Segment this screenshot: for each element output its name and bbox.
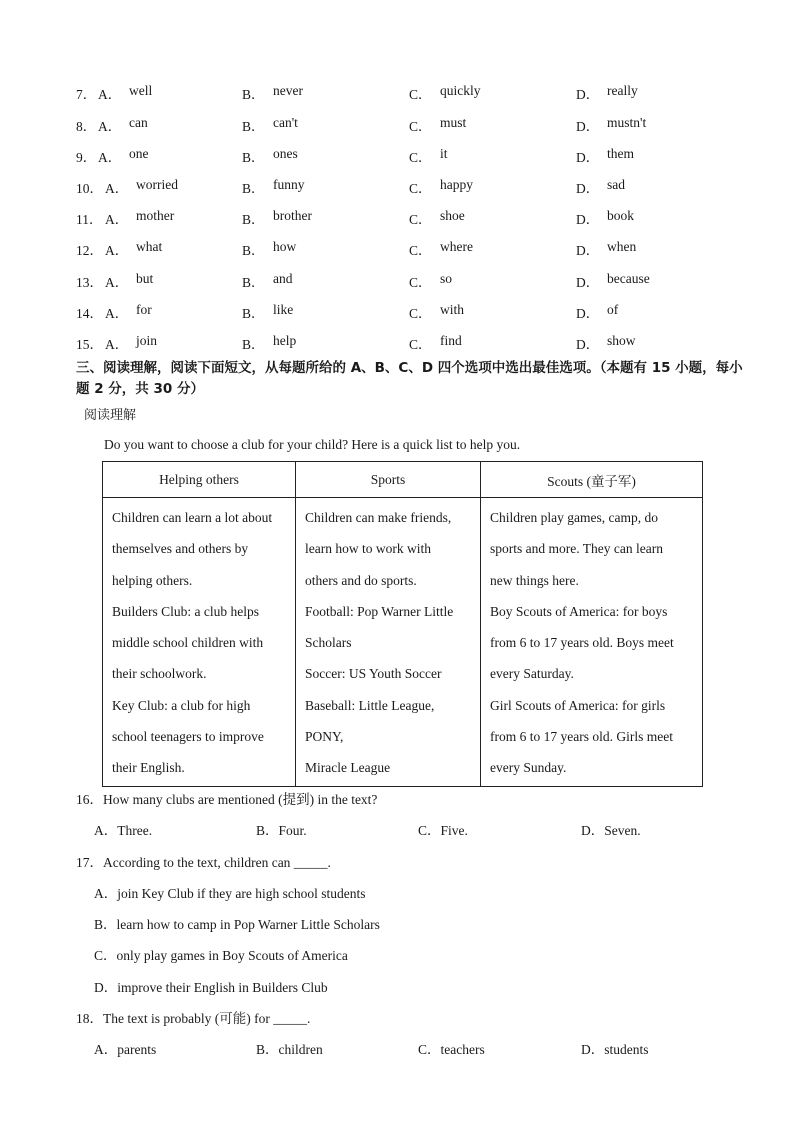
choice-row-8: [76, 115, 716, 135]
question-number: 12．: [76, 243, 103, 258]
choice-row-15: [76, 333, 716, 353]
option-c: C． happy: [409, 177, 473, 196]
question-number: 11．: [76, 212, 103, 227]
option-c: C． so: [409, 271, 453, 290]
q17-option-a: A．join Key Club if they are high school students: [94, 886, 366, 901]
question-number: 7．: [76, 87, 97, 102]
cell-line: Scholars: [305, 635, 352, 651]
q17-option-b: B．learn how to camp in Pop Warner Little Scholars: [94, 917, 380, 932]
cell-sports: [296, 498, 481, 787]
column-header-scouts: Scouts (童子军): [481, 462, 703, 498]
cell-line: helping others.: [112, 572, 193, 588]
option-d: D． them: [576, 146, 634, 165]
option-d: D． show: [576, 333, 636, 352]
cell-line: school teenagers to improve: [112, 729, 264, 745]
cell-line: Key Club: a club for high: [112, 697, 251, 713]
cell-line: from 6 to 17 years old. Boys meet: [490, 635, 674, 651]
option-a: A． what: [105, 239, 163, 258]
cell-line: Builders Club: a club helps: [112, 603, 259, 619]
cell-line: every Sunday.: [490, 760, 567, 776]
option-a: A． worried: [105, 177, 178, 196]
section-title: 三、阅读理解，阅读下面短文，从每题所给的 A、B、C、D 四个选项中选出最佳选项。（本题有 15 小题，每小题 2 分，共 30 分）: [76, 360, 743, 397]
q18-option-b: B．children: [256, 1042, 323, 1057]
column-header-sports: Sports: [296, 462, 481, 498]
question-number: 13．: [76, 275, 103, 290]
passage-intro: Do you want to choose a club for your child? Here is a quick list to help you.: [104, 437, 521, 452]
option-c: C． quickly: [409, 83, 481, 102]
option-b: B． how: [242, 239, 297, 258]
option-b: B． ones: [242, 146, 298, 165]
option-b: B． help: [242, 333, 297, 352]
option-a: A． for: [105, 302, 152, 321]
cell-line: themselves and others by: [112, 541, 249, 557]
cell-line: sports and more. They can learn: [490, 541, 663, 557]
column-header-helping-others: Helping others: [103, 462, 296, 498]
option-d: D． mustn't: [576, 115, 647, 134]
cell-line: Miracle League: [305, 760, 391, 776]
question-17: 17．According to the text, children can _____.: [76, 855, 331, 870]
cell-line: their English.: [112, 760, 185, 776]
table-row: [103, 498, 703, 787]
option-d: D． because: [576, 271, 650, 290]
section-subhead: 阅读理解: [84, 408, 137, 423]
clubs-table: [102, 461, 703, 787]
option-b: B． brother: [242, 208, 312, 227]
cell-line: PONY,: [305, 729, 344, 745]
q18-option-c: C．teachers: [418, 1042, 485, 1057]
q18-option-d: D．students: [581, 1042, 649, 1057]
question-number: 9．: [76, 150, 97, 165]
q16-option-b: B．Four.: [256, 823, 307, 838]
option-c: C． it: [409, 146, 448, 165]
option-c: C． where: [409, 239, 473, 258]
option-d: D． book: [576, 208, 634, 227]
cell-line: Children can make friends,: [305, 510, 452, 525]
option-d: D． when: [576, 239, 637, 258]
cell-line: Children can learn a lot about: [112, 510, 273, 525]
question-number: 8．: [76, 119, 97, 134]
option-b: B． like: [242, 302, 294, 321]
q17-option-d: D．improve their English in Builders Club: [94, 980, 328, 995]
cell-line: Baseball: Little League,: [305, 697, 435, 713]
q16-option-a: A．Three.: [94, 823, 153, 838]
option-c: C． find: [409, 333, 462, 352]
q16-option-c: C．Five.: [418, 823, 468, 838]
option-a: A． join: [105, 333, 158, 352]
cell-line: Soccer: US Youth Soccer: [305, 666, 442, 682]
cell-line: others and do sports.: [305, 572, 417, 588]
choice-row-11: [76, 208, 716, 228]
q18-option-a: A．parents: [94, 1042, 157, 1057]
option-b: B． never: [242, 83, 303, 102]
question-number: 15．: [76, 337, 103, 352]
option-a: A． mother: [105, 208, 175, 227]
option-a: A． but: [105, 271, 154, 290]
option-c: C． must: [409, 115, 467, 134]
option-c: C． with: [409, 302, 465, 321]
cell-line: Football: Pop Warner Little: [305, 603, 454, 619]
choice-row-12: [76, 239, 716, 259]
cell-line: every Saturday.: [490, 666, 574, 682]
question-number: 10．: [76, 181, 103, 196]
cell-line: Children play games, camp, do: [490, 510, 658, 525]
cell-line: Girl Scouts of America: for girls: [490, 697, 666, 713]
question-18: 18．The text is probably (可能) for _____.: [76, 1011, 311, 1026]
option-b: B． funny: [242, 177, 305, 196]
cell-line: their schoolwork.: [112, 666, 207, 682]
cell-helping-others: [103, 498, 296, 787]
option-b: B． can't: [242, 115, 298, 134]
option-a: A． one: [98, 146, 149, 165]
option-d: D． really: [576, 83, 638, 102]
choice-row-14: [76, 302, 716, 322]
q17-option-c: C．only play games in Boy Scouts of America: [94, 948, 348, 963]
option-a: A． well: [98, 83, 153, 102]
option-a: A． can: [98, 115, 148, 134]
option-c: C． shoe: [409, 208, 465, 227]
cell-line: learn how to work with: [305, 541, 431, 557]
cell-line: middle school children with: [112, 635, 264, 651]
option-d: D． sad: [576, 177, 625, 196]
choice-row-9: [76, 146, 716, 166]
option-d: D． of: [576, 302, 619, 321]
choice-row-13: [76, 271, 716, 291]
question-number: 14．: [76, 306, 103, 321]
q16-option-d: D．Seven.: [581, 823, 641, 838]
option-b: B． and: [242, 271, 293, 290]
cell-scouts: [481, 498, 703, 787]
cell-line: Boy Scouts of America: for boys: [490, 603, 668, 619]
table-header-row: [103, 462, 703, 498]
choice-row-10: [76, 177, 716, 197]
cell-line: from 6 to 17 years old. Girls meet: [490, 729, 673, 745]
cell-line: new things here.: [490, 572, 579, 588]
choice-row-7: [76, 83, 716, 103]
question-16: 16．How many clubs are mentioned (提到) in the text?: [76, 792, 378, 807]
